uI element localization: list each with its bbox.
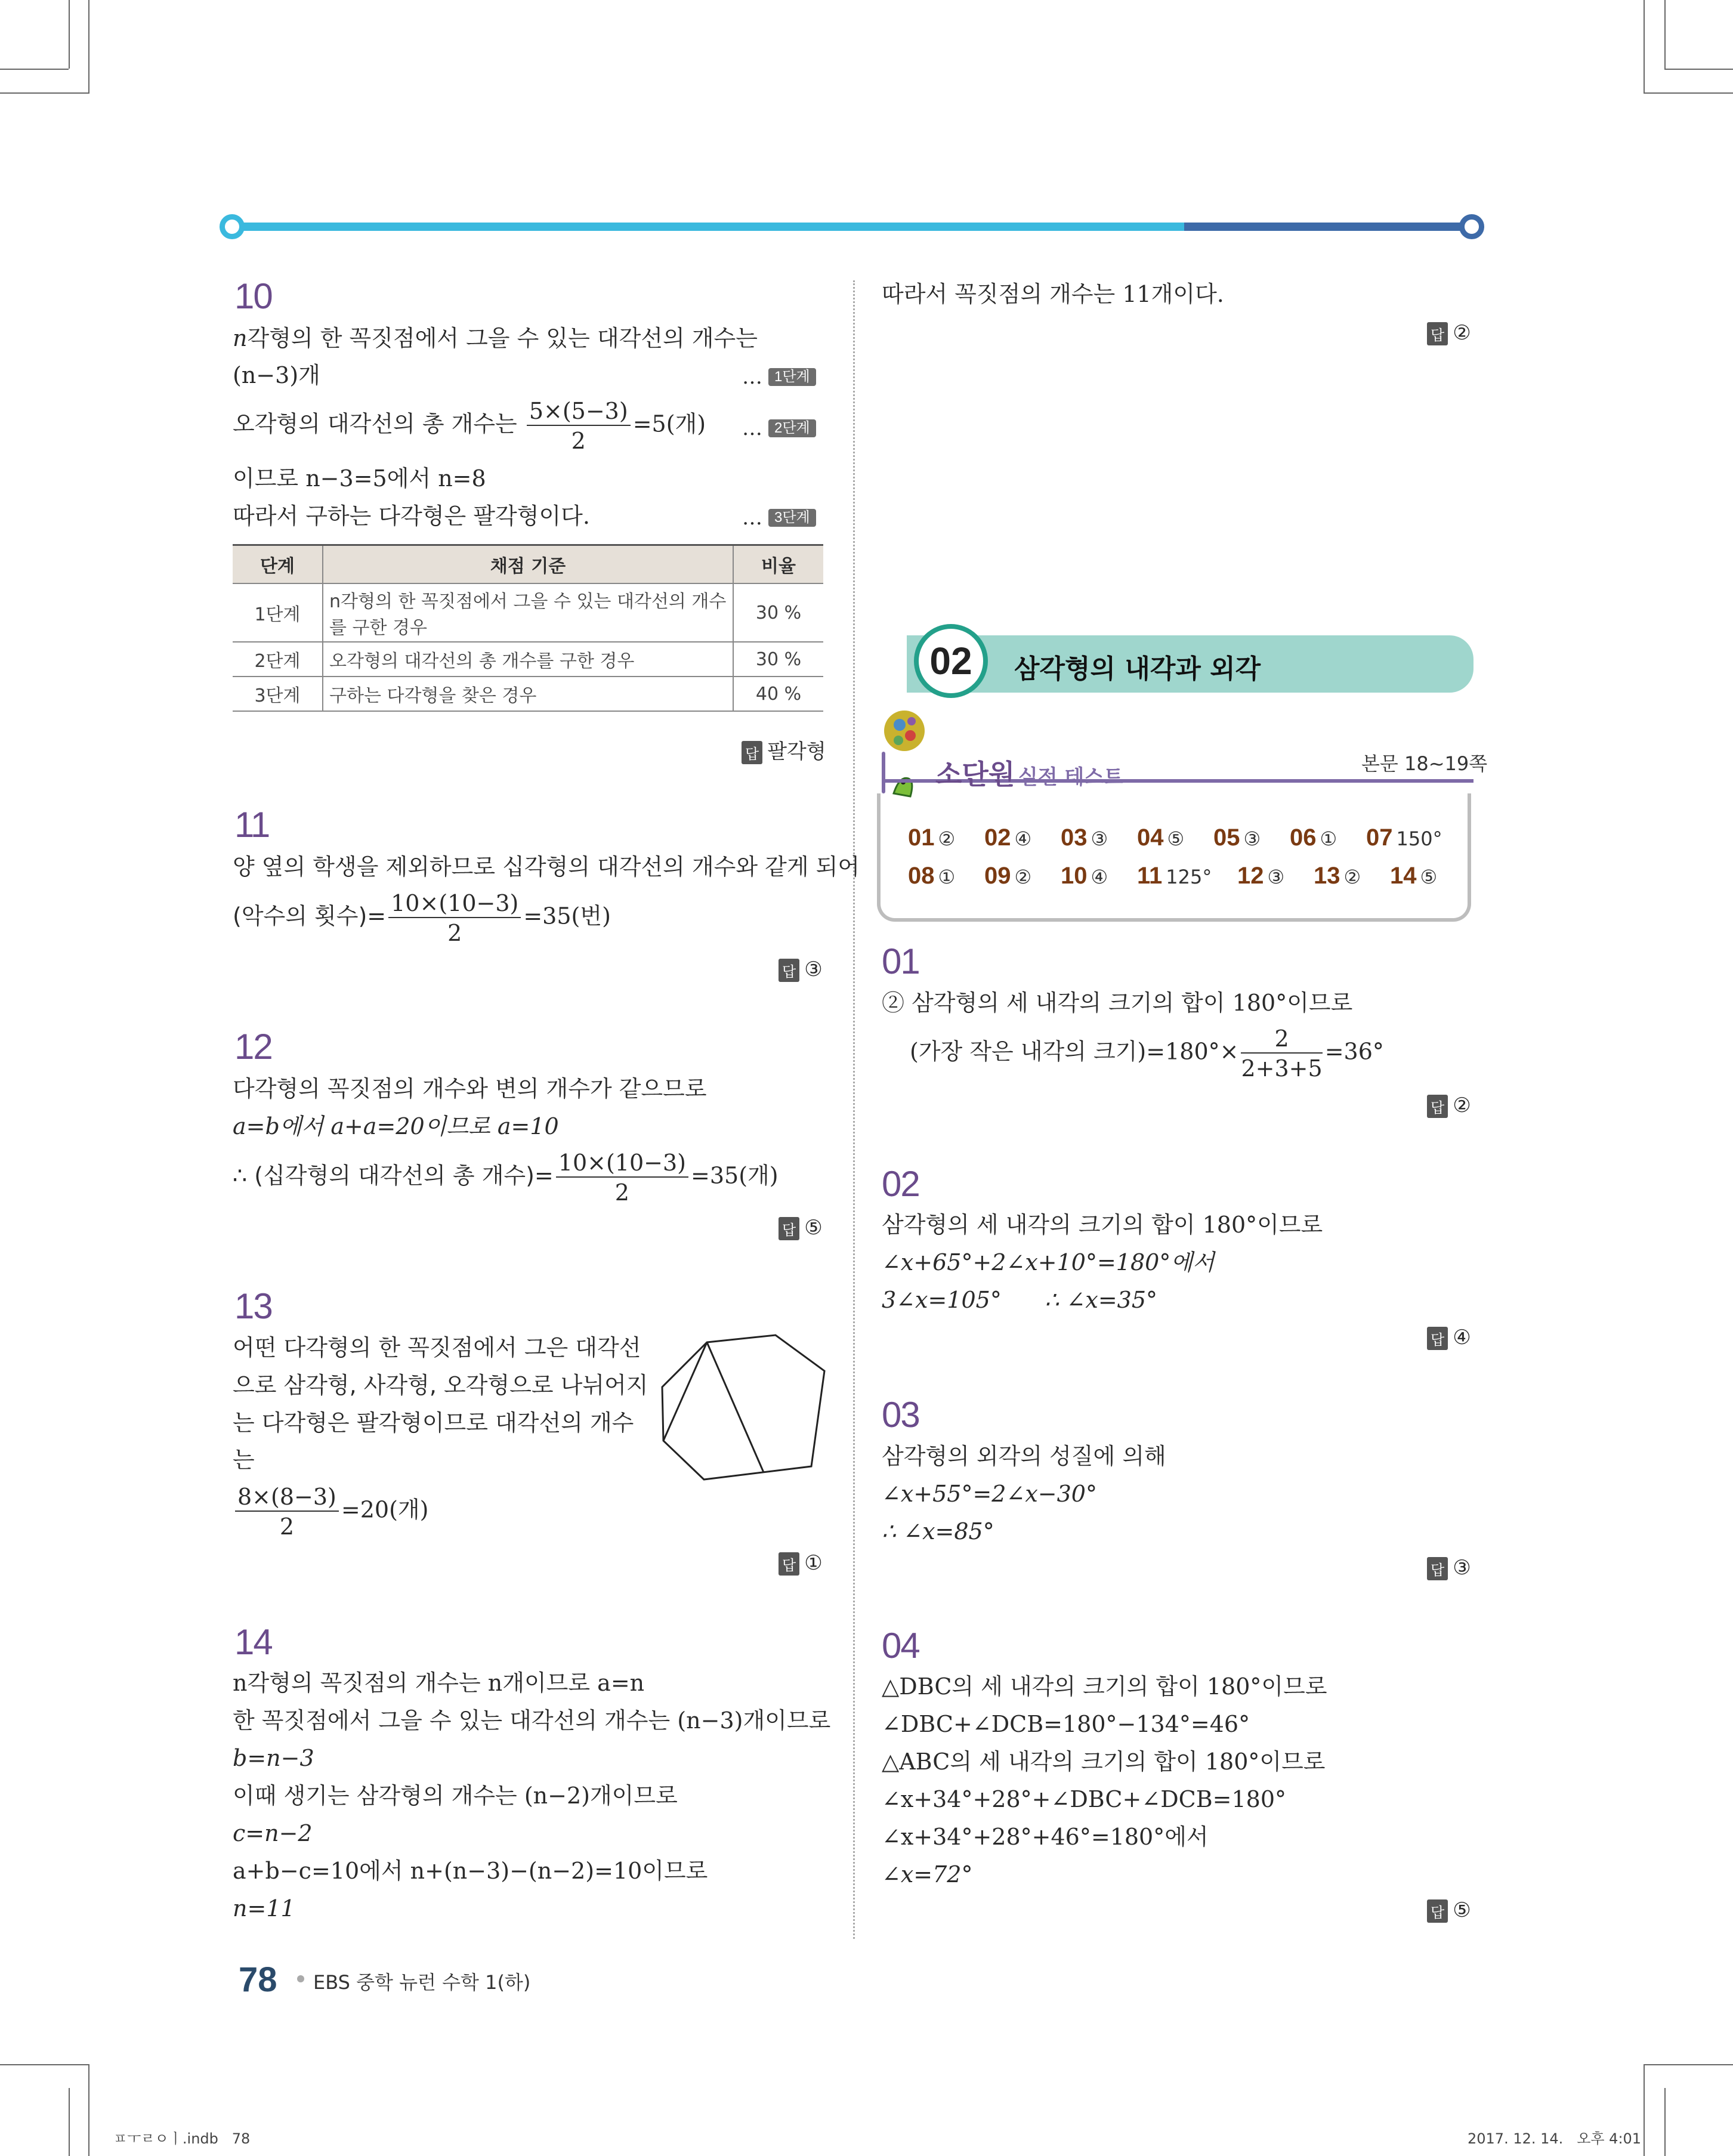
answer-key-num: 05 <box>1213 824 1240 851</box>
answer-key-num: 01 <box>908 824 935 851</box>
answer-tag: 답 <box>779 1217 799 1240</box>
top-bar-left-dot <box>220 214 245 239</box>
r04-line: ∠x=72° <box>882 1861 973 1888</box>
crop-mark <box>0 2064 89 2065</box>
answer-tag: 답 <box>1427 1327 1448 1350</box>
fraction-den: 2 <box>447 920 462 946</box>
answer-label <box>1427 1898 1471 1923</box>
q13-text: =20(개) <box>341 1496 429 1523</box>
column-divider <box>853 280 855 1939</box>
crop-mark <box>69 0 70 69</box>
answer-key-num: 02 <box>984 824 1011 851</box>
answer-key-num: 09 <box>984 863 1011 889</box>
crop-mark <box>1644 92 1733 94</box>
table-cell: 40 % <box>733 677 823 711</box>
q10-text: 각형의 한 꼭짓점에서 그을 수 있는 대각선의 개수는 <box>247 325 758 351</box>
answer-label <box>1427 1556 1471 1580</box>
q10-line1 <box>233 327 758 350</box>
question-number: 14 <box>234 1622 272 1662</box>
table-header: 비율 <box>733 545 823 584</box>
answer-value: ⑤ <box>804 1216 823 1240</box>
q14-line: c=n−2 <box>233 1820 313 1846</box>
fraction-den: 2+3+5 <box>1241 1055 1323 1082</box>
page-reference: 본문 18~19쪽 <box>1361 752 1488 775</box>
answer-value: ② <box>1453 321 1471 345</box>
answer-value: 팔각형 <box>767 740 826 764</box>
answer-key-num: 03 <box>1061 824 1088 851</box>
q10-text: 오각형의 대각선의 총 개수는 <box>233 410 524 437</box>
answer-key-item <box>1390 863 1437 889</box>
answer-key-value: 125° <box>1166 866 1212 888</box>
answer-key-item <box>908 824 955 851</box>
fraction-num: 8×(8−3) <box>235 1485 339 1512</box>
answer-key-value: ② <box>938 827 956 850</box>
answer-key-item <box>908 863 955 889</box>
fraction <box>388 892 521 944</box>
fraction-num: 5×(5−3) <box>527 400 631 426</box>
q13-line3: 는 다각형은 팔각형이므로 대각선의 개수 <box>233 1410 634 1436</box>
answer-key-value: ③ <box>1267 866 1285 888</box>
table-cell: 3단계 <box>233 677 323 711</box>
fraction-den: 2 <box>571 428 586 454</box>
question-number: 02 <box>882 1164 919 1204</box>
answer-key-value: ① <box>1320 827 1337 850</box>
q10-text: =5(개) <box>632 410 706 437</box>
answer-value: ③ <box>1453 1556 1471 1580</box>
answer-key-item <box>984 824 1031 851</box>
fraction <box>527 400 631 452</box>
crop-mark <box>1664 69 1733 70</box>
r04-line: △DBC의 세 내각의 크기의 합이 180°이므로 <box>882 1673 1327 1700</box>
answer-key-box <box>877 793 1471 922</box>
answer-label <box>779 957 823 982</box>
q13-line1: 어떤 다각형의 한 꼭짓점에서 그은 대각선 <box>233 1335 641 1361</box>
question-number: 11 <box>234 805 270 845</box>
mini-title <box>935 753 1123 792</box>
q12-text: ∴ (십각형의 대각선의 총 개수)= <box>233 1162 554 1189</box>
answer-key-value: ③ <box>1091 827 1108 850</box>
question-number: 01 <box>882 941 919 981</box>
answer-key-value: ③ <box>1243 827 1261 850</box>
answer-label <box>1427 1094 1471 1118</box>
crop-mark <box>88 2064 89 2156</box>
answer-key-item <box>1213 824 1261 851</box>
mini-title-line-accent <box>882 752 885 793</box>
q14-line: 한 꼭짓점에서 그을 수 있는 대각선의 개수는 (n−3)개이므로 <box>233 1707 831 1734</box>
table-cell: n각형의 한 꼭짓점에서 그을 수 있는 대각선의 개수를 구한 경우 <box>323 583 733 642</box>
q12-line3 <box>233 1151 779 1204</box>
r04-line: ∠x+34°+28°+46°=180°에서 <box>882 1824 1209 1850</box>
answer-key-value: ① <box>938 866 956 888</box>
answer-label <box>1427 1326 1471 1350</box>
crop-mark <box>0 69 69 70</box>
step-badge: 2단계 <box>768 419 816 437</box>
mini-title-main: 소단원 <box>935 758 1015 790</box>
crop-mark <box>0 92 89 94</box>
answer-key-value: ⑤ <box>1167 827 1185 850</box>
q11-text: (악수의 횟수)= <box>233 903 387 929</box>
book-title: EBS 중학 뉴런 수학 1(하) <box>313 1971 531 1994</box>
step-badge: 3단계 <box>768 509 816 527</box>
answer-key-num: 08 <box>908 863 935 889</box>
crop-mark <box>88 0 89 92</box>
table-header: 채점 기준 <box>323 545 733 584</box>
answer-key-item <box>1290 824 1337 851</box>
answer-key-value: ② <box>1014 866 1032 888</box>
answer-key-num: 07 <box>1366 824 1393 851</box>
top-bar-right-dot <box>1459 214 1484 239</box>
r03-line1: 삼각형의 외각의 성질에 의해 <box>882 1443 1166 1469</box>
table-row <box>233 642 823 677</box>
answer-key-value: ④ <box>1014 827 1032 850</box>
question-number: 04 <box>882 1626 919 1666</box>
mini-title-sub: 실전 테스트 <box>1018 765 1123 789</box>
answer-tag: 답 <box>779 959 799 982</box>
table-cell: 1단계 <box>233 583 323 642</box>
table-cell: 2단계 <box>233 642 323 677</box>
table-cell: 구하는 다각형을 찾은 경우 <box>323 677 733 711</box>
r03-line3: ∴ ∠x=85° <box>882 1518 994 1545</box>
answer-key-item <box>1137 863 1212 889</box>
unit-title: 삼각형의 내각과 외각 <box>1014 654 1261 684</box>
r04-line: ∠x+34°+28°+∠DBC+∠DCB=180° <box>882 1786 1287 1812</box>
r04-line: ∠DBC+∠DCB=180°−134°=46° <box>882 1711 1250 1737</box>
answer-key-item <box>1137 824 1184 851</box>
table-row <box>233 583 823 642</box>
answer-key-item <box>1314 863 1361 889</box>
question-number: 13 <box>234 1286 272 1326</box>
answer-key-item <box>1366 824 1442 851</box>
answer-key-num: 06 <box>1290 824 1317 851</box>
q10-var: n <box>233 325 248 351</box>
answer-key-num: 11 <box>1137 863 1163 889</box>
q10-line2: (n−3)개 <box>233 362 320 388</box>
crop-mark <box>1664 0 1666 69</box>
q10-step2-marker <box>742 415 816 438</box>
answer-key-item <box>1061 824 1108 851</box>
page-number: 78 <box>239 1960 277 1999</box>
answer-value: ③ <box>804 957 823 981</box>
q13-line5 <box>233 1485 428 1538</box>
fraction <box>1241 1027 1322 1080</box>
answer-key-value: ② <box>1343 866 1361 888</box>
r02-line1: 삼각형의 세 내각의 크기의 합이 180°이므로 <box>882 1212 1323 1238</box>
r01-text: =36° <box>1324 1038 1384 1065</box>
q12-text: =35(개) <box>691 1162 779 1189</box>
answer-key-value: ⑤ <box>1420 866 1438 888</box>
table-header: 단계 <box>233 545 323 584</box>
answer-value: ⑤ <box>1453 1898 1471 1922</box>
answer-tag: 답 <box>779 1552 799 1576</box>
q14-line: b=n−3 <box>233 1745 314 1771</box>
answer-key-num: 04 <box>1137 824 1164 851</box>
mascot-icon <box>882 707 929 802</box>
q12-line2: a=b에서 a+a=20이므로 a=10 <box>233 1113 559 1139</box>
right-top-line: 따라서 꼭짓점의 개수는 11개이다. <box>882 281 1224 307</box>
slug-right: 2017. 12. 14. 오후 4:01 <box>1468 2130 1642 2147</box>
answer-key-num: 12 <box>1237 863 1264 889</box>
fraction <box>235 1485 339 1538</box>
answer-tag: 답 <box>1427 322 1448 345</box>
answer-key-num: 13 <box>1314 863 1340 889</box>
question-number: 03 <box>882 1395 919 1435</box>
q10-line3 <box>233 400 706 452</box>
table-header-row <box>233 545 823 584</box>
crop-mark <box>69 2088 70 2156</box>
question-number: 10 <box>234 276 272 316</box>
fraction <box>556 1151 688 1204</box>
answer-tag: 답 <box>1427 1557 1448 1580</box>
crop-mark <box>1664 2088 1666 2156</box>
fraction-num: 10×(10−3) <box>388 892 521 918</box>
ellipsis: … <box>742 416 762 440</box>
r02-line3: 3∠x=105° ∴ ∠x=35° <box>882 1287 1158 1313</box>
crop-mark <box>1644 2064 1645 2156</box>
r01-line2 <box>910 1027 1384 1080</box>
q11-line2 <box>233 892 611 944</box>
top-bar-right <box>1184 223 1474 231</box>
table-cell: 30 % <box>733 642 823 677</box>
table-cell: 30 % <box>733 583 823 642</box>
r01-text: (가장 작은 내각의 크기)=180°× <box>910 1038 1239 1065</box>
answer-tag: 답 <box>1427 1095 1448 1118</box>
answer-value: ② <box>1453 1094 1471 1117</box>
answer-value: ④ <box>1453 1326 1471 1349</box>
top-bar-left <box>233 223 1187 231</box>
answer-key-item <box>1061 863 1108 889</box>
ellipsis: … <box>742 365 762 389</box>
q10-line5: 따라서 구하는 다각형은 팔각형이다. <box>233 503 590 529</box>
answer-tag: 답 <box>742 741 762 764</box>
fraction-num: 2 <box>1241 1027 1322 1054</box>
q11-text: =35(번) <box>523 903 611 929</box>
answer-key-value: ④ <box>1091 866 1108 888</box>
step-badge: 1단계 <box>768 368 816 386</box>
q10-step3-marker <box>742 504 816 528</box>
ellipsis: … <box>742 505 762 530</box>
q10-step1-marker <box>742 363 816 387</box>
fraction-den: 2 <box>614 1179 629 1206</box>
r04-line: △ABC의 세 내각의 크기의 합이 180°이므로 <box>882 1749 1326 1775</box>
unit-number-badge: 02 <box>914 624 988 698</box>
q11-line1: 양 옆의 학생을 제외하므로 십각형의 대각선의 개수와 같게 되어 <box>233 854 860 880</box>
answer-key-item <box>984 863 1031 889</box>
crop-mark <box>1644 2064 1733 2065</box>
r02-line2: ∠x+65°+2∠x+10°=180°에서 <box>882 1249 1215 1275</box>
table-row <box>233 677 823 711</box>
answer-label <box>779 1551 823 1576</box>
footer-bullet <box>297 1975 304 1982</box>
answer-label <box>742 735 826 764</box>
table-cell: 오각형의 대각선의 총 개수를 구한 경우 <box>323 642 733 677</box>
q14-line: 이때 생기는 삼각형의 개수는 (n−2)개이므로 <box>233 1783 678 1809</box>
question-number: 12 <box>234 1027 272 1067</box>
slug-left: ㅍㅜㄹㅇㅣ.indb 78 <box>113 2130 251 2147</box>
answer-key-num: 10 <box>1061 863 1088 889</box>
q12-line1: 다각형의 꼭짓점의 개수와 변의 개수가 같으므로 <box>233 1076 707 1102</box>
fraction-den: 2 <box>279 1513 295 1540</box>
r01-line1: ② 삼각형의 세 내각의 크기의 합이 180°이므로 <box>882 990 1353 1016</box>
answer-key-value: 150° <box>1396 827 1442 850</box>
crop-mark <box>1644 0 1645 92</box>
q14-line: a+b−c=10에서 n+(n−3)−(n−2)=10이므로 <box>233 1858 708 1884</box>
q13-line4: 는 <box>233 1447 255 1473</box>
q10-line4: 이므로 n−3=5에서 n=8 <box>233 465 486 492</box>
q13-line2: 으로 삼각형, 사각형, 오각형으로 나뉘어지 <box>233 1372 648 1398</box>
q14-line: n각형의 꼭짓점의 개수는 n개이므로 a=n <box>233 1670 645 1696</box>
answer-label <box>1427 321 1471 345</box>
grading-table <box>233 544 823 712</box>
octagon-diagram <box>656 1330 835 1485</box>
answer-label <box>779 1216 823 1240</box>
answer-value: ① <box>804 1551 823 1575</box>
q14-line: n=11 <box>233 1895 295 1922</box>
r03-line2: ∠x+55°=2∠x−30° <box>882 1481 1097 1507</box>
answer-tag: 답 <box>1427 1899 1448 1923</box>
fraction-num: 10×(10−3) <box>556 1151 688 1178</box>
answer-key-num: 14 <box>1390 863 1417 889</box>
answer-key-item <box>1237 863 1284 889</box>
